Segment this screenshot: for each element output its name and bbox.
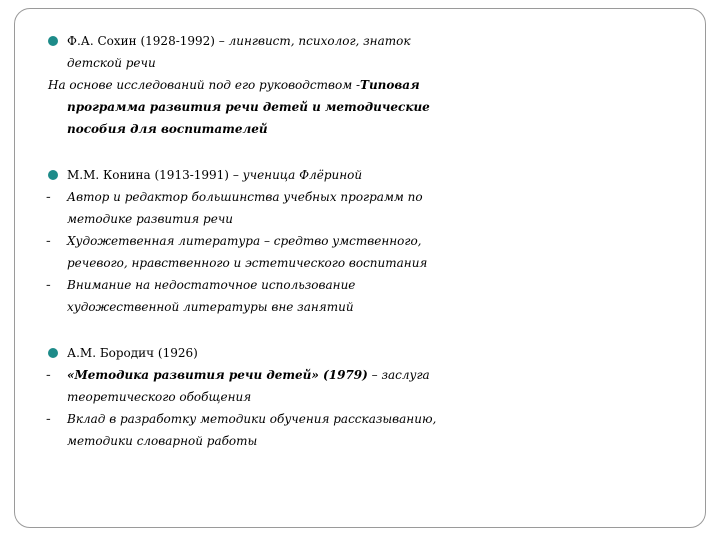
borodich-book-title: «Методика развития речи детей» (1979) [67, 368, 368, 382]
dash-marker: - [46, 277, 51, 293]
sokhin-name: Ф.А. Сохин (1928-1992) [67, 34, 215, 48]
dash-marker: - [46, 367, 51, 383]
sokhin-desc-cont: детской речи [67, 56, 156, 70]
section-konina-heading [48, 164, 688, 186]
konina-item-2-cont: речевого, нравственного и эстетического воспитания [67, 256, 428, 270]
sokhin-desc: лингвист, психолог, знаток [228, 34, 411, 48]
borodich-item-1 [48, 364, 688, 386]
konina-desc: ученица Флёриной [242, 168, 363, 182]
konina-item-2 [48, 230, 688, 252]
konina-item-3 [48, 274, 688, 296]
borodich-name: А.М. Бородич (1926) [67, 346, 198, 360]
konina-item-3-text: Внимание на недостаточное использование [67, 278, 356, 292]
bullet-icon [48, 348, 58, 358]
sokhin-paragraph [48, 74, 688, 96]
bullet-icon [48, 170, 58, 180]
slide-content [48, 30, 688, 452]
bullet-icon [48, 36, 58, 46]
sokhin-para-bold: Типовая [360, 78, 420, 92]
sokhin-dash: – [214, 34, 229, 48]
sokhin-para-bold-2: программа развития речи детей и методические [67, 100, 430, 114]
sokhin-para-text: На основе исследований под его руководством - [48, 78, 361, 92]
borodich-item-1-rest: – заслуга [367, 368, 430, 382]
dash-marker: - [46, 411, 51, 427]
konina-item-1-cont: методике развития речи [67, 212, 234, 226]
dash-marker: - [46, 189, 51, 205]
section-borodich-heading [48, 342, 688, 364]
sokhin-para-bold-3: пособия для воспитателей [67, 122, 268, 136]
konina-item-2-text: Художетвенная литература – средтво умственного, [67, 234, 422, 248]
section-sokhin-heading [48, 30, 688, 52]
konina-item-3-cont: художественной литературы вне занятий [67, 300, 354, 314]
borodich-item-2-text: Вклад в разработку методики обучения рассказыванию, [67, 412, 437, 426]
konina-dash: – [229, 168, 243, 182]
borodich-item-1-cont: теоретического обобщения [67, 390, 252, 404]
konina-item-1 [48, 186, 688, 208]
konina-name: М.М. Конина (1913-1991) [67, 168, 229, 182]
konina-item-1-text: Автор и редактор большинства учебных программ по [67, 190, 423, 204]
borodich-item-2 [48, 408, 688, 430]
borodich-item-2-cont: методики словарной работы [67, 434, 258, 448]
dash-marker: - [46, 233, 51, 249]
